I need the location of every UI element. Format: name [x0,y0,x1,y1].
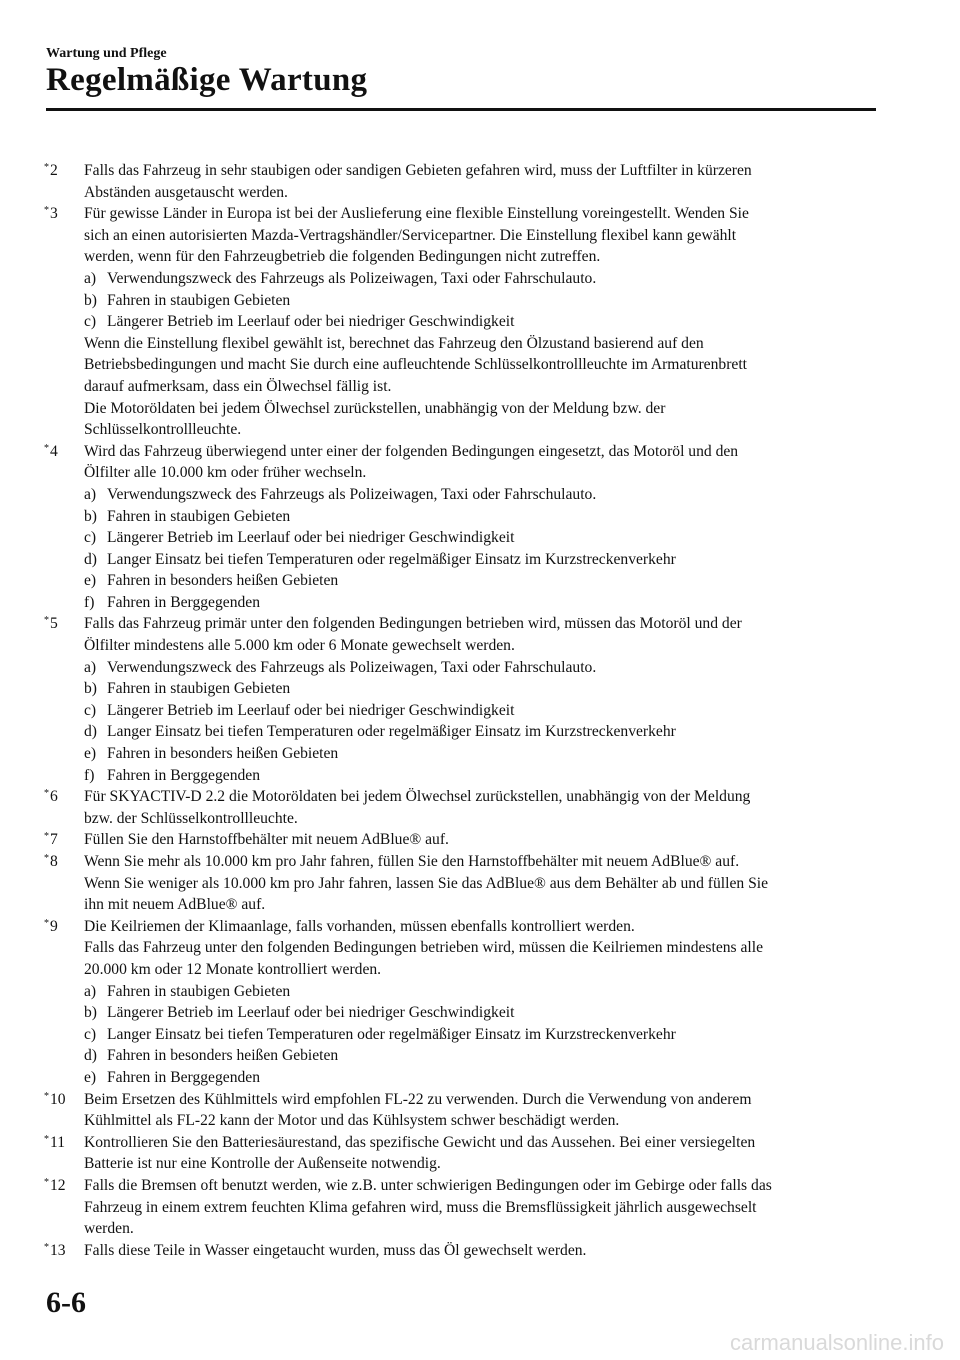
footnote-text-line: Für gewisse Länder in Europa ist bei der Auslieferung eine flexible Einstellung voreingestellt. Wenden Sie [84,205,749,223]
footnote-item [44,203,876,441]
footnote-index: 4 [50,442,58,460]
footnote-text-line: Ölfilter alle 10.000 km oder früher wechseln. [84,464,367,482]
footnote-list [44,160,876,1261]
footnote-index: 9 [50,917,58,935]
section-heading: Wartung und Pflege [46,46,167,61]
footnote-text-line: Betriebsbedingungen und macht Sie durch eine aufleuchtende Schlüsselkontrollleuchte im Armaturenbrett [84,356,747,374]
footnote-text-line: darauf aufmerksam, dass ein Ölwechsel fällig ist. [84,377,392,395]
condition-text: Langer Einsatz bei tiefen Temperaturen oder regelmäßiger Einsatz im Kurzstreckenverkehr [107,1025,676,1043]
condition-label: b) [84,291,97,309]
page-title: Regelmäßige Wartung [46,62,368,98]
condition-label: e) [84,745,97,763]
footnote-text-line: Kontrollieren Sie den Batteriesäurestand, das spezifische Gewicht und das Aussehen. Bei einer versiegelten [84,1133,756,1151]
footnote-text-line: ihn mit neuem AdBlue® auf. [84,896,266,914]
footnote-item [44,829,876,851]
condition-text: Langer Einsatz bei tiefen Temperaturen oder regelmäßiger Einsatz im Kurzstreckenverkehr [107,723,676,741]
footnote-index: 10 [50,1090,66,1108]
condition-label: f) [84,766,95,784]
footnote-text-line: Beim Ersetzen des Kühlmittels wird empfohlen FL-22 zu verwenden. Durch die Verwendung von anderem [84,1090,752,1108]
footnote-marker: * [44,1241,49,1253]
footnote-marker: * [44,788,49,800]
condition-item [84,527,876,549]
condition-text: Fahren in Berggegenden [107,593,261,611]
footnote-text-line: Wenn Sie mehr als 10.000 km pro Jahr fahren, füllen Sie den Harnstoffbehälter mit neuem AdBlue® auf. [84,853,740,870]
footnote-number [44,1175,66,1197]
footnote-item [44,1132,876,1175]
condition-label: a) [84,982,97,1000]
footnote-item [44,1089,876,1132]
condition-text: Verwendungszweck des Fahrzeugs als Polizeiwagen, Taxi oder Fahrschulauto. [107,269,597,287]
footnote-item [44,851,876,916]
footnote-text-line: 20.000 km oder 12 Monate kontrolliert werden. [84,960,382,978]
condition-item [84,549,876,571]
footnote-number [44,441,58,463]
condition-label: d) [84,723,97,741]
condition-label: a) [84,658,97,676]
condition-text: Fahren in staubigen Gebieten [107,291,291,309]
condition-item [84,721,876,743]
condition-text: Längerer Betrieb im Leerlauf oder bei niedriger Geschwindigkeit [107,701,515,719]
footnote-item [44,786,876,829]
footnote-text-line: werden. [84,1220,134,1238]
condition-item [84,765,876,787]
condition-item [84,700,876,722]
footnote-marker: * [44,1090,49,1102]
condition-label: c) [84,701,97,719]
footnote-item [44,160,876,203]
condition-text: Fahren in besonders heißen Gebieten [107,572,339,590]
condition-text: Fahren in staubigen Gebieten [107,680,291,698]
footnote-number [44,786,58,808]
footnote-text-line: Wenn Sie weniger als 10.000 km pro Jahr fahren, lassen Sie das AdBlue® aus dem Behälter ab und füllen Sie [84,874,768,892]
condition-item [84,1045,876,1067]
footnote-text-line: werden, wenn für den Fahrzeugbetrieb die folgenden Bedingungen nicht zutreffen. [84,248,601,266]
footnote-text-line: Falls das Fahrzeug unter den folgenden Bedingungen betrieben wird, müssen die Keilriemen mindestens alle [84,939,764,957]
footnote-number [44,829,58,851]
condition-text: Längerer Betrieb im Leerlauf oder bei niedriger Geschwindigkeit [107,313,515,331]
title-divider [46,108,876,111]
footnote-marker: * [44,205,49,217]
footnote-index: 7 [50,831,58,849]
footnote-text-line: Wenn die Einstellung flexibel gewählt ist, berechnet das Fahrzeug den Ölzustand basierend auf den [84,334,704,352]
condition-label: d) [84,550,97,568]
condition-item [84,592,876,614]
condition-item [84,311,876,333]
footnote-index: 12 [50,1176,66,1194]
footnote-index: 11 [50,1133,66,1151]
footnote-item [44,916,876,1089]
footnote-number [44,160,58,182]
condition-label: c) [84,529,97,547]
footnote-index: 8 [50,853,58,870]
condition-item [84,1067,876,1089]
footnote-number [44,613,58,635]
condition-item [84,1024,876,1046]
condition-item [84,981,876,1003]
condition-label: c) [84,1025,97,1043]
footnote-item [44,1175,876,1240]
condition-item [84,743,876,765]
footnote-index: 3 [50,205,58,223]
footnote-text-line: Wird das Fahrzeug überwiegend unter einer der folgenden Bedingungen eingesetzt, das Motoröl und den [84,442,739,460]
footnote-marker: * [44,1133,49,1145]
footnote-text-line: Kühlmittel als FL-22 kann der Motor und das Kühlsystem schwer beschädigt werden. [84,1112,620,1130]
condition-item [84,484,876,506]
condition-label: e) [84,1068,97,1086]
footnote-marker: * [44,615,49,627]
condition-item [84,268,876,290]
footnote-index: 13 [50,1241,66,1259]
footnote-marker: * [44,1176,49,1188]
condition-text: Fahren in besonders heißen Gebieten [107,1047,339,1065]
condition-text: Fahren in Berggegenden [107,1068,261,1086]
condition-text: Fahren in staubigen Gebieten [107,982,291,1000]
condition-label: d) [84,1047,97,1065]
condition-item [84,1002,876,1024]
footnote-marker: * [44,917,49,929]
page-number: 6-6 [46,1286,86,1319]
condition-text: Verwendungszweck des Fahrzeugs als Polizeiwagen, Taxi oder Fahrschulauto. [107,485,597,503]
footnote-text-line: Falls diese Teile in Wasser eingetaucht wurden, muss das Öl gewechselt werden. [84,1241,587,1259]
condition-label: a) [84,485,97,503]
footnote-index: 6 [50,788,58,806]
footnote-text-line: Schlüsselkontrollleuchte. [84,421,242,439]
condition-text: Verwendungszweck des Fahrzeugs als Polizeiwagen, Taxi oder Fahrschulauto. [107,658,597,676]
footnote-text-line: Batterie ist nur eine Kontrolle der Außenseite notwendig. [84,1155,441,1173]
condition-label: e) [84,572,97,590]
footnote-number [44,1132,65,1154]
condition-item [84,290,876,312]
condition-item [84,570,876,592]
footnote-index: 5 [50,615,58,633]
condition-text: Fahren in besonders heißen Gebieten [107,745,339,763]
condition-label: b) [84,680,97,698]
footnote-marker: * [44,162,49,173]
footnote-text-line: Falls das Fahrzeug in sehr staubigen oder sandigen Gebieten gefahren wird, muss der Luftfilter in kürzeren [84,162,752,179]
condition-label: a) [84,269,97,287]
footnote-item [44,613,876,786]
footnote-index: 2 [50,162,58,179]
footnote-marker: * [44,853,49,864]
footnote-number [44,203,58,225]
condition-text: Fahren in Berggegenden [107,766,261,784]
condition-text: Längerer Betrieb im Leerlauf oder bei niedriger Geschwindigkeit [107,529,515,547]
footnote-text-line: Abständen ausgetauscht werden. [84,183,288,201]
condition-label: c) [84,313,97,331]
footnote-text-line: Die Motoröldaten bei jedem Ölwechsel zurückstellen, unabhängig von der Meldung bzw. der [84,399,666,417]
footnote-text-line: Falls die Bremsen oft benutzt werden, wie z.B. unter schwierigen Bedingungen oder im Gebirge oder falls das [84,1176,772,1194]
footnote-text-line: Die Keilriemen der Klimaanlage, falls vorhanden, müssen ebenfalls kontrolliert werden. [84,917,635,935]
condition-item [84,506,876,528]
footnote-number [44,851,58,873]
footnote-text-line: Für SKYACTIV-D 2.2 die Motoröldaten bei jedem Ölwechsel zurückstellen, unabhängig von der Meldung [84,788,751,806]
footnote-number [44,1240,66,1262]
footnote-text-line: sich an einen autorisierten Mazda-Vertragshändler/Servicepartner. Die Einstellung flexibel kann gewählt [84,226,737,244]
condition-text: Langer Einsatz bei tiefen Temperaturen oder regelmäßiger Einsatz im Kurzstreckenverkehr [107,550,676,568]
footnote-text-line: Ölfilter mindestens alle 5.000 km oder 6 Monate gewechselt werden. [84,637,515,655]
footnote-item [44,1240,876,1262]
condition-text: Längerer Betrieb im Leerlauf oder bei niedriger Geschwindigkeit [107,1004,515,1022]
footnote-number [44,1089,66,1111]
condition-label: f) [84,593,95,611]
condition-item [84,657,876,679]
condition-item [84,678,876,700]
condition-label: b) [84,507,97,525]
footnote-text-line: bzw. der Schlüsselkontrollleuchte. [84,809,298,827]
footnote-number [44,916,58,938]
footnote-marker: * [44,831,49,843]
watermark: carmanualsonline.info [729,1330,944,1355]
condition-label: b) [84,1004,97,1022]
footnote-text-line: Füllen Sie den Harnstoffbehälter mit neuem AdBlue® auf. [84,831,449,849]
footnote-text-line: Falls das Fahrzeug primär unter den folgenden Bedingungen betrieben wird, müssen das Motoröl und der [84,615,742,633]
footnote-text-line: Fahrzeug in einem extrem feuchten Klima gefahren wird, muss die Bremsflüssigkeit jährlich ausgewechselt [84,1198,757,1216]
footnote-marker: * [44,442,49,454]
footnote-item [44,441,876,614]
condition-text: Fahren in staubigen Gebieten [107,507,291,525]
